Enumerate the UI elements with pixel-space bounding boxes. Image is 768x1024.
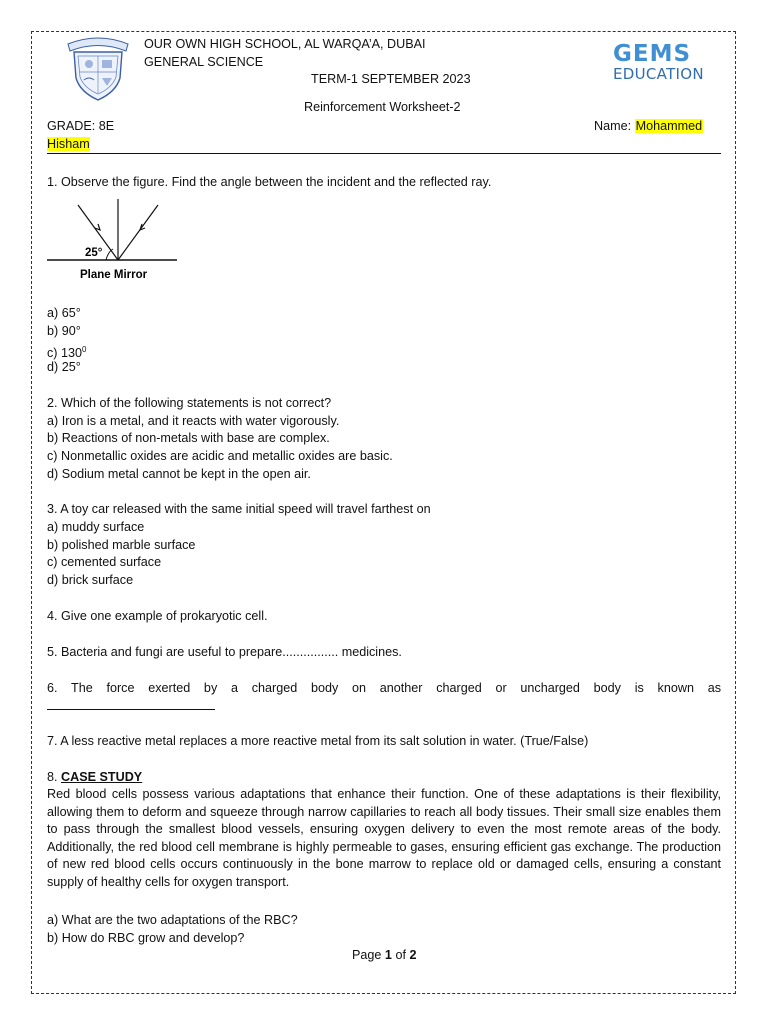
plane-mirror-figure (45, 197, 181, 285)
question-2: 2. Which of the following statements is not correct? (47, 396, 332, 410)
worksheet-title: Reinforcement Worksheet-2 (304, 100, 461, 114)
q1-option-a: a) 65° (47, 306, 81, 320)
q2-option-d: d) Sodium metal cannot be kept in the open air. (47, 467, 311, 481)
question-6-text: 6. The force exerted by a charged body on another charged or uncharged body is known as (47, 681, 721, 695)
q2-option-b: b) Reactions of non-metals with base are complex. (47, 431, 330, 445)
question-3: 3. A toy car released with the same initial speed will travel farthest on (47, 502, 431, 516)
gems-education-text: EDUCATION (613, 65, 704, 83)
grade-label: GRADE: 8E (47, 119, 115, 133)
question-4: 4. Give one example of prokaryotic cell. (47, 609, 268, 623)
gems-logo-text: GEMS (613, 41, 692, 67)
subject-name: GENERAL SCIENCE (144, 55, 264, 69)
q1-option-b: b) 90° (47, 324, 81, 338)
q8-part-a: a) What are the two adaptations of the RBC? (47, 913, 298, 927)
question-7: 7. A less reactive metal replaces a more reactive metal from its salt solution in water. (True/False) (47, 734, 589, 748)
question-1: 1. Observe the figure. Find the angle between the incident and the reflected ray. (47, 175, 492, 189)
student-first-name: Mohammed (635, 119, 703, 133)
page-number: Page 1 of 2 (352, 948, 417, 962)
q1-option-c: c) $130^0$ (47, 345, 87, 361)
question-6 (47, 679, 721, 715)
name-label: Name: (594, 119, 632, 133)
q6-answer-blank[interactable] (47, 697, 215, 710)
q3-option-d: d) brick surface (47, 573, 134, 587)
q3-option-c: c) cemented surface (47, 555, 162, 569)
header-divider (47, 153, 721, 154)
q1-option-d: d) 25° (47, 360, 81, 374)
case-study-title: CASE STUDY (61, 770, 143, 784)
name-field (594, 118, 703, 135)
q2-option-c: c) Nonmetallic oxides are acidic and metallic oxides are basic. (47, 449, 393, 463)
question-5: 5. Bacteria and fungi are useful to prepare................ medicines. (47, 645, 402, 659)
student-last-name: Hisham (47, 137, 90, 151)
gems-education-logo (613, 42, 705, 83)
question-8-heading: 8. CASE STUDY (47, 770, 143, 784)
figure-angle-label: 25° (85, 247, 103, 259)
q2-option-a: a) Iron is a metal, and it reacts with water vigorously. (47, 414, 340, 428)
case-study-passage: Red blood cells possess various adaptations that enhance their function. One of these adaptations is their flexibility, allowing them to deform and squeeze through narrow capillaries to reach all body tissues. Their small size enables them to pass through the smallest blood vessels, ensuring oxygen delivery to even the most remote areas of the body. Additionally, the red blood cell membrane is highly permeable to gases, ensuring efficient gas exchange. The production of new red blood cells occurs continuously in the bone marrow to replace old or damaged cells, ensuring a constant supply of healthy cells for oxygen transport. (47, 787, 721, 889)
q3-option-a: a) muddy surface (47, 520, 145, 534)
term-title: TERM-1 SEPTEMBER 2023 (311, 72, 471, 86)
q8-part-b: b) How do RBC grow and develop? (47, 931, 245, 945)
school-crest-logo (62, 34, 134, 104)
school-name: OUR OWN HIGH SCHOOL, AL WARQA’A, DUBAI (144, 37, 426, 51)
q3-option-b: b) polished marble surface (47, 538, 196, 552)
figure-mirror-label: Plane Mirror (80, 269, 148, 281)
